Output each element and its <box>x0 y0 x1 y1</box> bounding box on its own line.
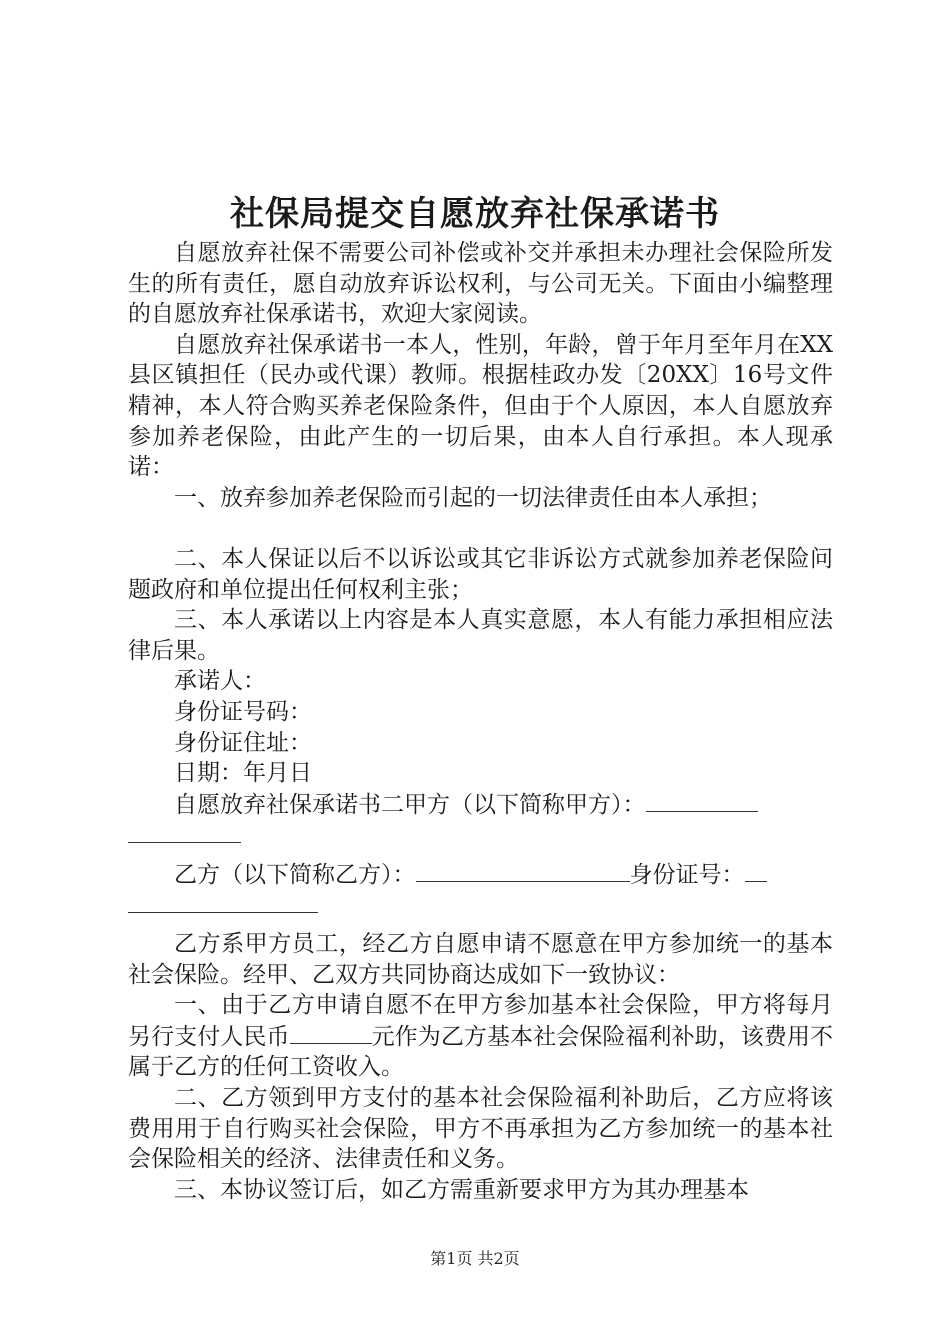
intro-paragraph: 自愿放弃社保不需要公司补偿或补交并承担未办理社会保险所发生的所有责任，愿自动放弃诉讼权利，与公司无关。下面由小编整理的自愿放弃社保承诺书，欢迎大家阅读。 <box>128 240 833 328</box>
agreement-clause-1: 一、由于乙方申请自愿不在甲方参加基本社会保险，甲方将每月另行支付人民币 元作为乙方基本社会保险福利补助，该费用不属于乙方的任何工资收入。 <box>128 992 834 1081</box>
party-b-blank-continued <box>128 890 833 921</box>
party-a-line <box>128 789 833 821</box>
party-b-label: 乙方（以下简称乙方）： <box>174 861 416 888</box>
party-b-line <box>128 859 833 891</box>
agreement-preamble: 乙方系甲方员工，经乙方自愿申请不愿意在甲方参加统一的基本社会保险。经甲、乙双方共同协商达成如下一致协议： <box>128 931 833 988</box>
amount-blank <box>290 1021 372 1044</box>
letter1-opening: 自愿放弃社保承诺书一本人，性别，年龄，曾于年月至年月在XX县区镇担任（民办或代课）教师。根据桂政办发〔20XX〕16号文件精神，本人符合购买养老保险条件，但由于个人原因，本人自愿放弃参加养老保险，由此产生的一切后果，由本人自行承担。本人现承诺： <box>128 331 833 481</box>
party-a-label: 自愿放弃社保承诺书二甲方（以下简称甲方）： <box>174 791 646 818</box>
date-label: 日期：年月日 <box>174 760 312 787</box>
party-b-id-label: 身份证号： <box>629 861 745 888</box>
paragraph-gap <box>128 513 833 544</box>
party-b-id-blank-tail <box>128 890 318 913</box>
letter1-item-2: 二、本人保证以后不以诉讼或其它非诉讼方式就参加养老保险问题政府和单位提出任何权利主张； <box>128 545 833 603</box>
party-a-blank-tail <box>128 820 241 843</box>
party-a-blank-continued <box>128 820 833 851</box>
letter1-item-3: 三、本人承诺以上内容是本人真实意愿，本人有能力承担相应法律后果。 <box>128 607 833 664</box>
letter1-item-1: 一、放弃参加养老保险而引起的一切法律责任由本人承担； <box>174 484 772 511</box>
signer-label: 承诺人： <box>174 668 266 695</box>
paragraph-gap <box>128 851 833 859</box>
party-a-blank <box>646 789 758 812</box>
paragraph-gap <box>128 921 833 929</box>
document-body <box>128 238 833 1205</box>
agreement-clause-2: 二、乙方领到甲方支付的基本社会保险福利补助后，乙方应将该费用用于自行购买社会保险，甲方不再承担为乙方参加统一的基本社会保险相关的经济、法律责任和义务。 <box>128 1085 833 1173</box>
page-footer: 第1页 共2页 <box>430 1249 520 1268</box>
id-number-label: 身份证号码： <box>174 698 312 725</box>
party-b-blank <box>416 859 630 882</box>
agreement-clause-3: 三、本协议签订后，如乙方需重新要求甲方为其办理基本 <box>174 1176 749 1203</box>
party-b-id-blank <box>745 859 767 882</box>
document-title: 社保局提交自愿放弃社保承诺书 <box>230 194 720 234</box>
id-address-label: 身份证住址： <box>174 729 312 756</box>
